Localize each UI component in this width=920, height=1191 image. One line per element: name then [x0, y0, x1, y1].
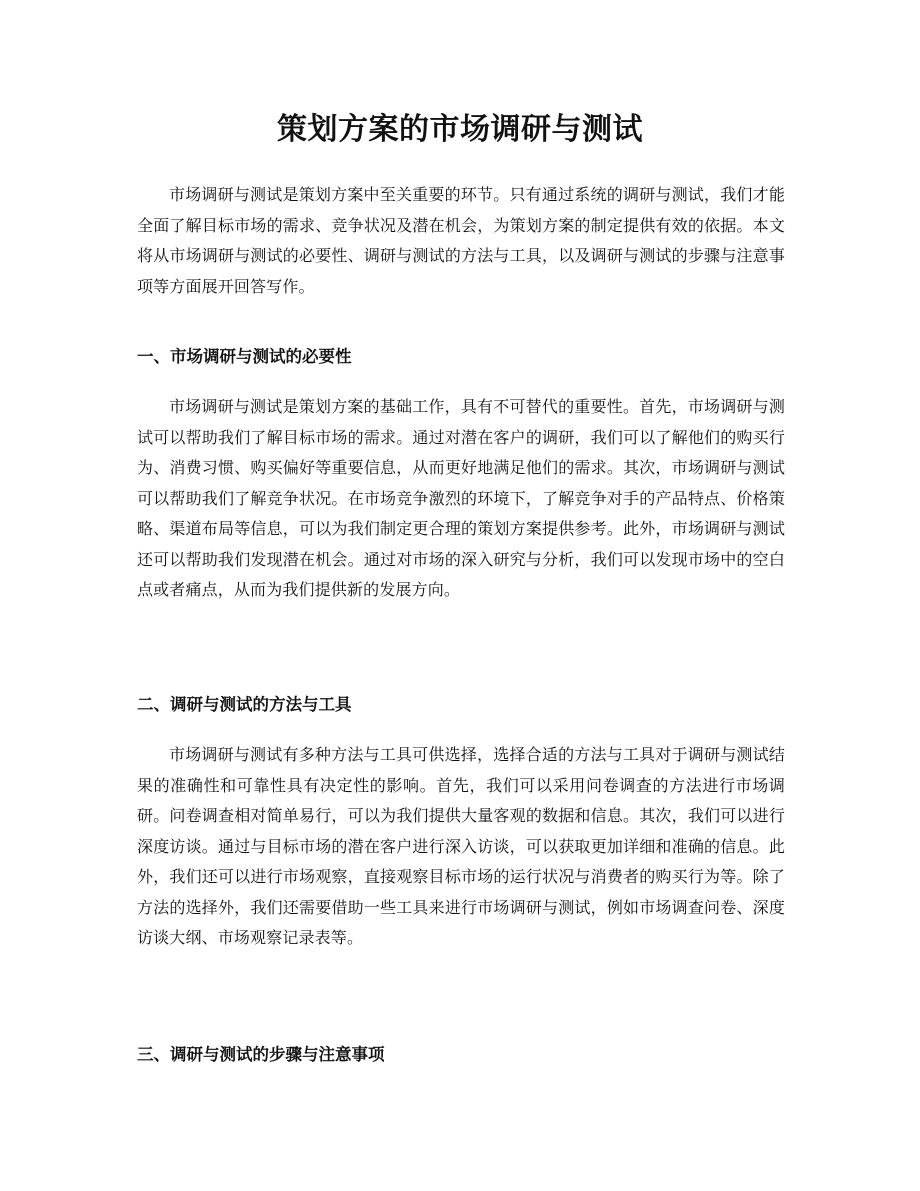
- section-1-paragraph: 市场调研与测试是策划方案的基础工作，具有不可替代的重要性。首先，市场调研与测试可以帮助我们了解目标市场的需求。通过对潜在客户的调研，我们可以了解他们的购买行为、消费习惯、购买偏好等重要信息，从而更好地满足他们的需求。其次，市场调研与测试可以帮助我们了解竞争状况。在市场竞争激烈的环境下，了解竞争对手的产品特点、价格策略、渠道布局等信息，可以为我们制定更合理的策划方案提供参考。此外，市场调研与测试还可以帮助我们发现潜在机会。通过对市场的深入研究与分析，我们可以发现市场中的空白点或者痛点，从而为我们提供新的发展方向。: [137, 397, 785, 599]
- section-2-heading: 二、调研与测试的方法与工具: [137, 695, 352, 714]
- document-title: 策划方案的市场调研与测试: [277, 112, 643, 147]
- section-3-heading: 三、调研与测试的步骤与注意事项: [137, 1045, 385, 1064]
- intro-paragraph: 市场调研与测试是策划方案中至关重要的环节。只有通过系统的调研与测试，我们才能全面了解目标市场的需求、竞争状况及潜在机会，为策划方案的制定提供有效的依据。本文将从市场调研与测试的必要性、调研与测试的方法与工具，以及调研与测试的步骤与注意事项等方面展开回答写作。: [137, 185, 785, 296]
- section-1-heading: 一、市场调研与测试的必要性: [137, 347, 352, 366]
- section-2-paragraph: 市场调研与测试有多种方法与工具可供选择，选择合适的方法与工具对于调研与测试结果的准确性和可靠性具有决定性的影响。首先，我们可以采用问卷调查的方法进行市场调研。问卷调查相对简单易行，可以为我们提供大量客观的数据和信息。其次，我们可以进行深度访谈。通过与目标市场的潜在客户进行深入访谈，可以获取更加详细和准确的信息。此外，我们还可以进行市场观察，直接观察目标市场的运行状况与消费者的购买行为等。除了方法的选择外，我们还需要借助一些工具来进行市场调研与测试，例如市场调查问卷、深度访谈大纲、市场观察记录表等。: [137, 745, 785, 947]
